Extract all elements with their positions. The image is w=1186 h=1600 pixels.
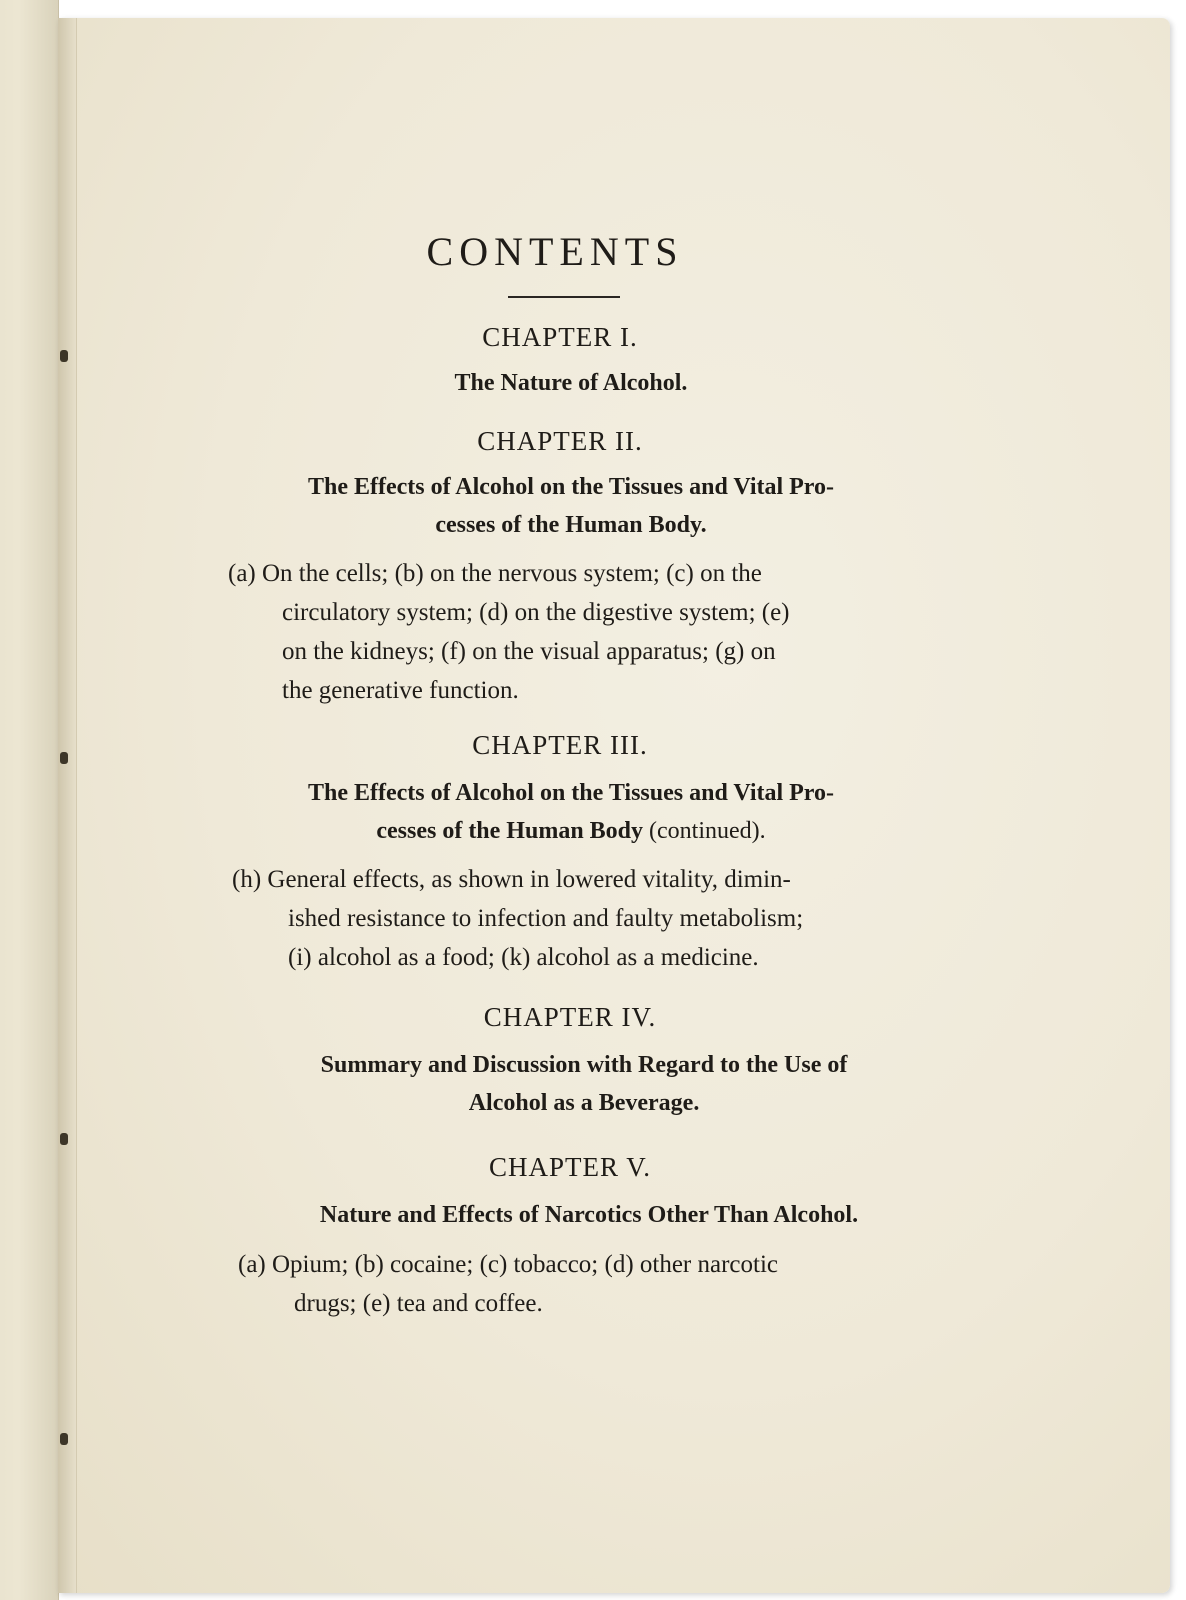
binding-stitch [60, 752, 68, 764]
page-title: CONTENTS [426, 229, 684, 274]
chapter-1-title-line: The Nature of Alcohol. [454, 370, 688, 396]
chapter-2-title [226, 468, 916, 544]
chapter-3-item-line: (h) General effects, as shown in lowered vitality, dimin- [232, 866, 791, 893]
chapter-2-title-line: cesses of the Human Body. [435, 512, 707, 538]
binding-stitch [60, 1133, 68, 1145]
chapter-2-items [228, 554, 948, 710]
chapter-1-title [226, 364, 916, 402]
chapter-4-label: CHAPTER IV. [483, 1002, 657, 1032]
facing-page-edge [0, 0, 59, 1600]
title-rule [508, 296, 620, 298]
chapter-3-items [232, 860, 972, 977]
binding-stitch [60, 350, 68, 362]
chapter-5-item-line: drugs; (e) tea and coffee. [294, 1290, 543, 1317]
chapter-5-items [238, 1245, 978, 1323]
chapter-5-title-line: Nature and Effects of Narcotics Other Than Alcohol. [319, 1202, 859, 1228]
chapter-3-title-line: The Effects of Alcohol on the Tissues and Vital Pro- [307, 780, 835, 806]
chapter-3-item-line: (i) alcohol as a food; (k) alcohol as a medicine. [288, 944, 759, 971]
chapter-2-title-line: The Effects of Alcohol on the Tissues and Vital Pro- [307, 474, 835, 500]
chapter-1-label: CHAPTER I. [482, 322, 638, 352]
chapter-2-item-line: on the kidneys; (f) on the visual apparatus; (g) on [282, 638, 776, 665]
chapter-2-item-line: the generative function. [282, 677, 519, 704]
chapter-2-item-line: circulatory system; (d) on the digestive system; (e) [282, 599, 790, 626]
chapter-3-label: CHAPTER III. [472, 730, 648, 760]
chapter-3-title [226, 774, 916, 850]
chapter-4-title-line: Alcohol as a Beverage. [468, 1090, 700, 1116]
binding-gutter [58, 18, 77, 1593]
chapter-3-item-line: ished resistance to infection and faulty metabolism; [288, 905, 804, 932]
chapter-3-title-line [226, 812, 916, 850]
chapter-5-title [234, 1196, 944, 1234]
chapter-2-label: CHAPTER II. [477, 426, 643, 456]
chapter-3-title-suffix: (continued). [643, 818, 766, 844]
contents-text [140, 0, 1040, 1600]
chapter-5-label: CHAPTER V. [488, 1152, 652, 1182]
chapter-2-item-line: (a) On the cells; (b) on the nervous system; (c) on the [228, 560, 762, 587]
binding-stitch [60, 1433, 68, 1445]
chapter-4-title [234, 1046, 934, 1122]
chapter-4-title-line: Summary and Discussion with Regard to the Use of [320, 1052, 848, 1078]
chapter-5-item-line: (a) Opium; (b) cocaine; (c) tobacco; (d) other narcotic [238, 1251, 779, 1278]
chapter-3-title-text: cesses of the Human Body [376, 818, 644, 844]
